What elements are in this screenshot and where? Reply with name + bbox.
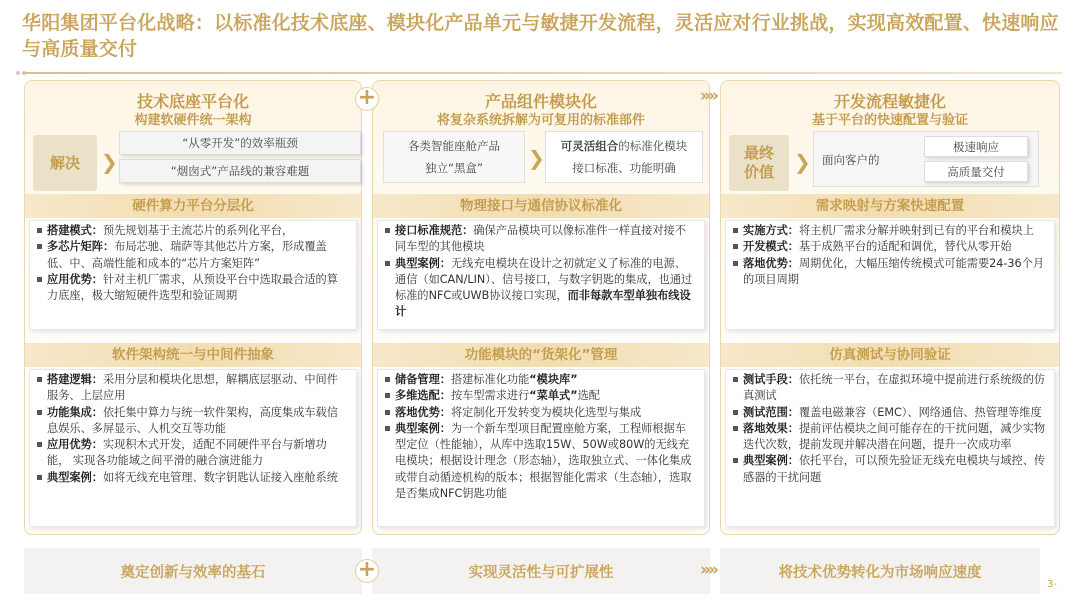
bullet-item: 典型案例：如将无线充电管理、数字钥匙认证接入座舱系统 (36, 470, 348, 486)
column-subheading: 将复杂系统拆解为可复用的标准部件 (436, 113, 645, 128)
section-card (377, 369, 705, 527)
footer-tagline: 将技术优势转化为市场响应速度 (720, 548, 1040, 594)
column-subheading: 构建软硬件统一架构 (134, 113, 252, 128)
problem-chip: “从零开发”的效率瓶颈 (119, 131, 361, 155)
bullet-item: 多芯片矩阵：布局芯驰、瑞萨等其他芯片方案，形成覆盖低、中、高端性能和成本的“芯片方案矩阵” (36, 239, 348, 272)
double-chevron-icon: »» (700, 86, 716, 106)
plus-icon: + (355, 87, 379, 111)
bullet-item: 接口标准规范：确保产品模块可以像标准件一样直接对接不同车型的其他模块 (384, 223, 696, 256)
chevron-right-icon: ❯ (794, 150, 811, 174)
chevron-right-icon: ❯ (101, 150, 118, 174)
column-agile-process (720, 80, 1060, 535)
double-chevron-icon: »» (700, 560, 716, 580)
column-heading: 技术底座平台化 (136, 92, 249, 111)
plus-icon: + (355, 559, 379, 583)
bullet-item: 落地效果：提前评估模块之间可能存在的干扰问题，减少实物迭代次数，提前发现并解决潜在问题，提升一次成功率 (732, 421, 1046, 454)
solve-tag: 解决 (33, 135, 97, 191)
standard-modules (545, 131, 703, 183)
section-card (29, 220, 357, 330)
section-card (29, 369, 357, 527)
bullet-item: 测试手段：依托统一平台，在虚拟环境中提前进行系统级的仿真测试 (732, 372, 1046, 405)
column-tech-platform (24, 80, 362, 535)
standard-modules-title: 可灵活组合的标准化模块 (560, 139, 688, 153)
section-title: 仿真测试与协同验证 (721, 343, 1059, 367)
bullet-item: 多维选配：按车型需求进行“菜单式”选配 (384, 388, 696, 404)
page-title: 华阳集团平台化战略：以标准化技术底座、模块化产品单元与敏捷开发流程，灵活应对行业挑战，实现高效配置、快速响应与高质量交付 (22, 12, 1059, 60)
black-box-products (383, 131, 525, 183)
column-heading: 产品组件模块化 (484, 92, 597, 111)
customer-label: 面向客户的 (822, 153, 880, 167)
bullet-item: 落地优势：周期优化，大幅压缩传统模式可能需要24-36个月的项目周期 (732, 256, 1046, 289)
page-number: 3- (1047, 579, 1057, 590)
problem-chip: “烟囱式”产品线的兼容难题 (119, 159, 361, 183)
bullet-item: 测试范围：覆盖电磁兼容（EMC）、网络通信、热管理等维度 (732, 405, 1046, 421)
bullet-item: 搭建逻辑：采用分层和模块化思想，解耦底层驱动、中间件服务、上层应用 (36, 372, 348, 405)
section-card (725, 220, 1055, 330)
column-product-modules (372, 80, 710, 535)
bullet-item: 典型案例：为一个新车型项目配置座舱方案，工程师根据车型定位（性能轴），从库中选取15W、50W或80W的无线充电模块；根据设计理念（形态轴），选取独立式、一体化集成或带自动循迹机构的版本；根据智能化需求（生态轴），选取是否集成NFC钥匙功能 (384, 421, 696, 502)
bullet-item: 储备管理：搭建标准化功能“模块库” (384, 372, 696, 388)
footer-tagline: 奠定创新与效率的基石 (24, 548, 362, 594)
chevron-right-icon: ❯ (528, 146, 545, 170)
value-chip: 极速响应 (924, 136, 1028, 157)
value-chip: 高质量交付 (924, 161, 1028, 182)
bullet-item: 应用优势：实现积木式开发，适配不同硬件平台与新增功能， 实现各功能域之间平滑的融合演进能力 (36, 437, 348, 470)
bullet-item: 实施方式：将主机厂需求分解并映射到已有的平台和模块上 (732, 223, 1046, 239)
section-title: 功能模块的“货架化”管理 (373, 343, 709, 367)
title-divider (22, 72, 1062, 74)
bullet-item: 功能集成：依托集中算力与统一软件架构，高度集成车载信息娱乐、多屏显示、人机交互等功能 (36, 405, 348, 438)
customer-value-box (813, 131, 1039, 187)
section-title: 需求映射与方案快速配置 (721, 194, 1059, 218)
bullet-item: 典型案例：依托平台，可以预先验证无线充电模块与域控、传感器的干扰问题 (732, 453, 1046, 486)
section-card (725, 369, 1055, 527)
bullet-item: 典型案例：无线充电模块在设计之初就定义了标准的电源、通信（如CAN/LIN）、信号接口，与数字钥匙的集成，也通过标准的NFC或UWB协议接口实现，而非每款车型单独布线设计 (384, 256, 696, 321)
black-box-line: 独立“黑盒” (425, 161, 483, 175)
black-box-line: 各类智能座舱产品 (408, 139, 500, 153)
bullet-item: 搭建模式：预先规划基于主流芯片的系列化平台， (36, 223, 348, 239)
bullet-item: 应用优势：针对主机厂需求，从预设平台中选取最合适的算力底座，极大缩短硬件选型和验证周期 (36, 272, 348, 305)
bullet-item: 落地优势：将定制化开发转变为模块化选型与集成 (384, 405, 696, 421)
standard-modules-sub: 接口标准、功能明确 (572, 161, 676, 175)
section-title: 软件架构统一与中间件抽象 (25, 343, 361, 367)
final-value-tag: 最终价值 (729, 135, 789, 191)
column-subheading: 基于平台的快速配置与验证 (811, 113, 968, 128)
footer-tagline: 实现灵活性与可扩展性 (372, 548, 710, 594)
section-card (377, 220, 705, 330)
section-title: 硬件算力平台分层化 (25, 194, 361, 218)
section-title: 物理接口与通信协议标准化 (373, 194, 709, 218)
bullet-item: 开发模式：基于成熟平台的适配和调优，替代从零开始 (732, 239, 1046, 255)
column-heading: 开发流程敏捷化 (833, 92, 946, 111)
